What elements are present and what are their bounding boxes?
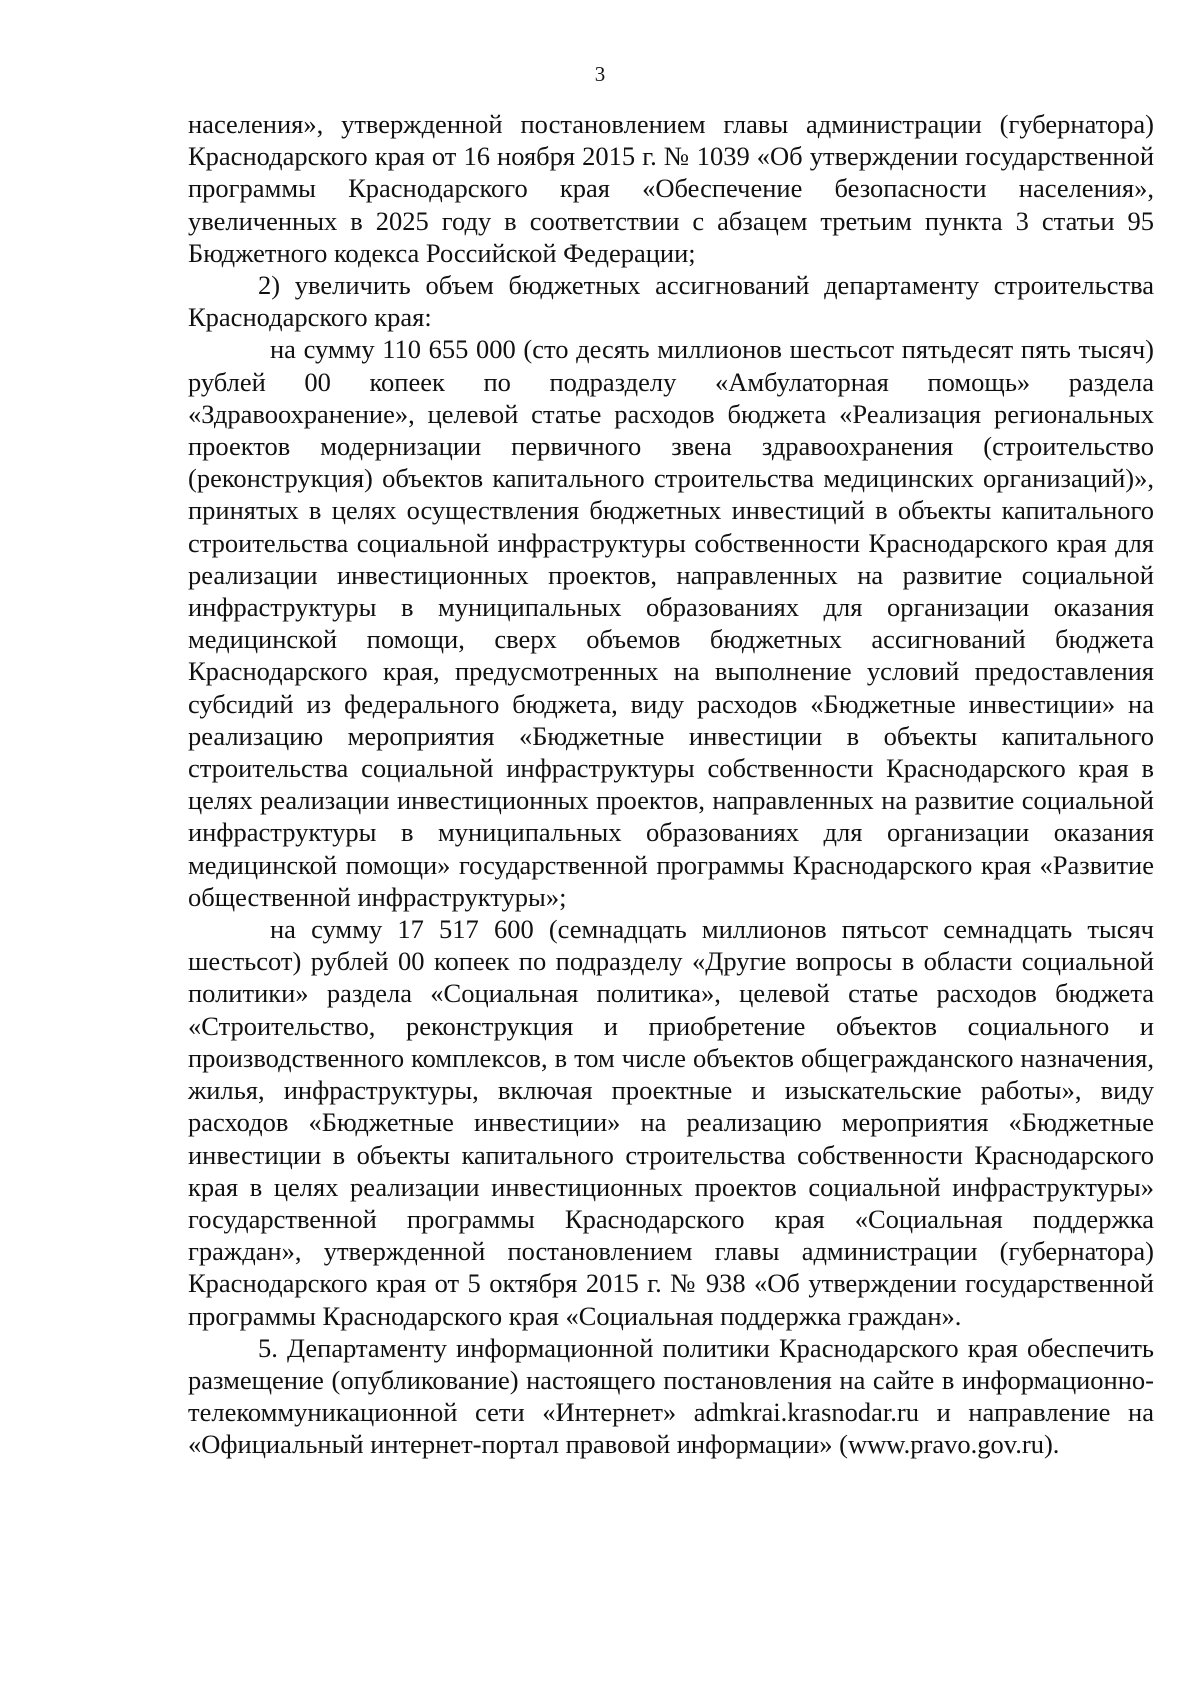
document-body	[188, 108, 1154, 1461]
page-number: 3	[594, 62, 606, 86]
paragraph-item-5: 5. Департаменту информационной политики Краснодарского края обеспечить размещение (опубликование) настоящего постановления на сайте в информационно-телекоммуникационной сети «Интернет» admkrai.krasnodar.ru и направление на «Официальный интернет-портал правовой информации» (www.pravo.gov.ru).	[188, 1332, 1154, 1460]
paragraph-amount-2: на сумму 17 517 600 (семнадцать миллионов пятьсот семнадцать тысяч шестьсот) рублей 00 копеек по подразделу «Другие вопросы в области социальной политики» раздела «Социальная политика», целевой статье расходов бюджета «Строительство, реконструкция и приобретение объектов социального и производственного комплексов, в том числе объектов общегражданского назначения, жилья, инфраструктуры, включая проектные и изыскательские работы», виду расходов «Бюджетные инвестиции» на реализацию мероприятия «Бюджетные инвестиции в объекты капитального строительства собственности Краснодарского края в целях реализации инвестиционных проектов социальной инфраструктуры» государственной программы Краснодарского края «Социальная поддержка граждан», утвержденной постановлением главы администрации (губернатора) Краснодарского края от 5 октября 2015 г. № 938 «Об утверждении государственной программы Краснодарского края «Социальная поддержка граждан».	[188, 914, 1154, 1331]
paragraph-continuation: населения», утвержденной постановлением главы администрации (губернатора) Краснодарского края от 16 ноября 2015 г. № 1039 «Об утверждении государственной программы Краснодарского края «Обеспечение безопасности населения», увеличенных в 2025 году в соответствии с абзацем третьим пункта 3 статьи 95 Бюджетного кодекса Российской Федерации;	[188, 109, 1154, 268]
paragraph-item-2: 2) увеличить объем бюджетных ассигнований департаменту строительства Краснодарского края:	[188, 270, 1154, 333]
paragraph-amount-1: на сумму 110 655 000 (сто десять миллионов шестьсот пятьдесят пять тысяч) рублей 00 копеек по подразделу «Амбулаторная помощь» раздела «Здравоохранение», целевой статье расходов бюджета «Реализация региональных проектов модернизации первичного звена здравоохранения (строительство (реконструкция) объектов капитального строительства медицинских организаций)», принятых в целях осуществления бюджетных инвестиций в объекты капитального строительства социальной инфраструктуры собственности Краснодарского края для реализации инвестиционных проектов, направленных на развитие социальной инфраструктуры в муниципальных образованиях для организации оказания медицинской помощи, сверх объемов бюджетных ассигнований бюджета Краснодарского края, предусмотренных на выполнение условий предоставления субсидий из федерального бюджета, виду расходов «Бюджетные инвестиции» на реализацию мероприятия «Бюджетные инвестиции в объекты капитального строительства социальной инфраструктуры собственности Краснодарского края в целях реализации инвестиционных проектов, направленных на развитие социальной инфраструктуры в муниципальных образованиях для организации оказания медицинской помощи» государственной программы Краснодарского края «Развитие общественной инфраструктуры»;	[188, 334, 1154, 912]
